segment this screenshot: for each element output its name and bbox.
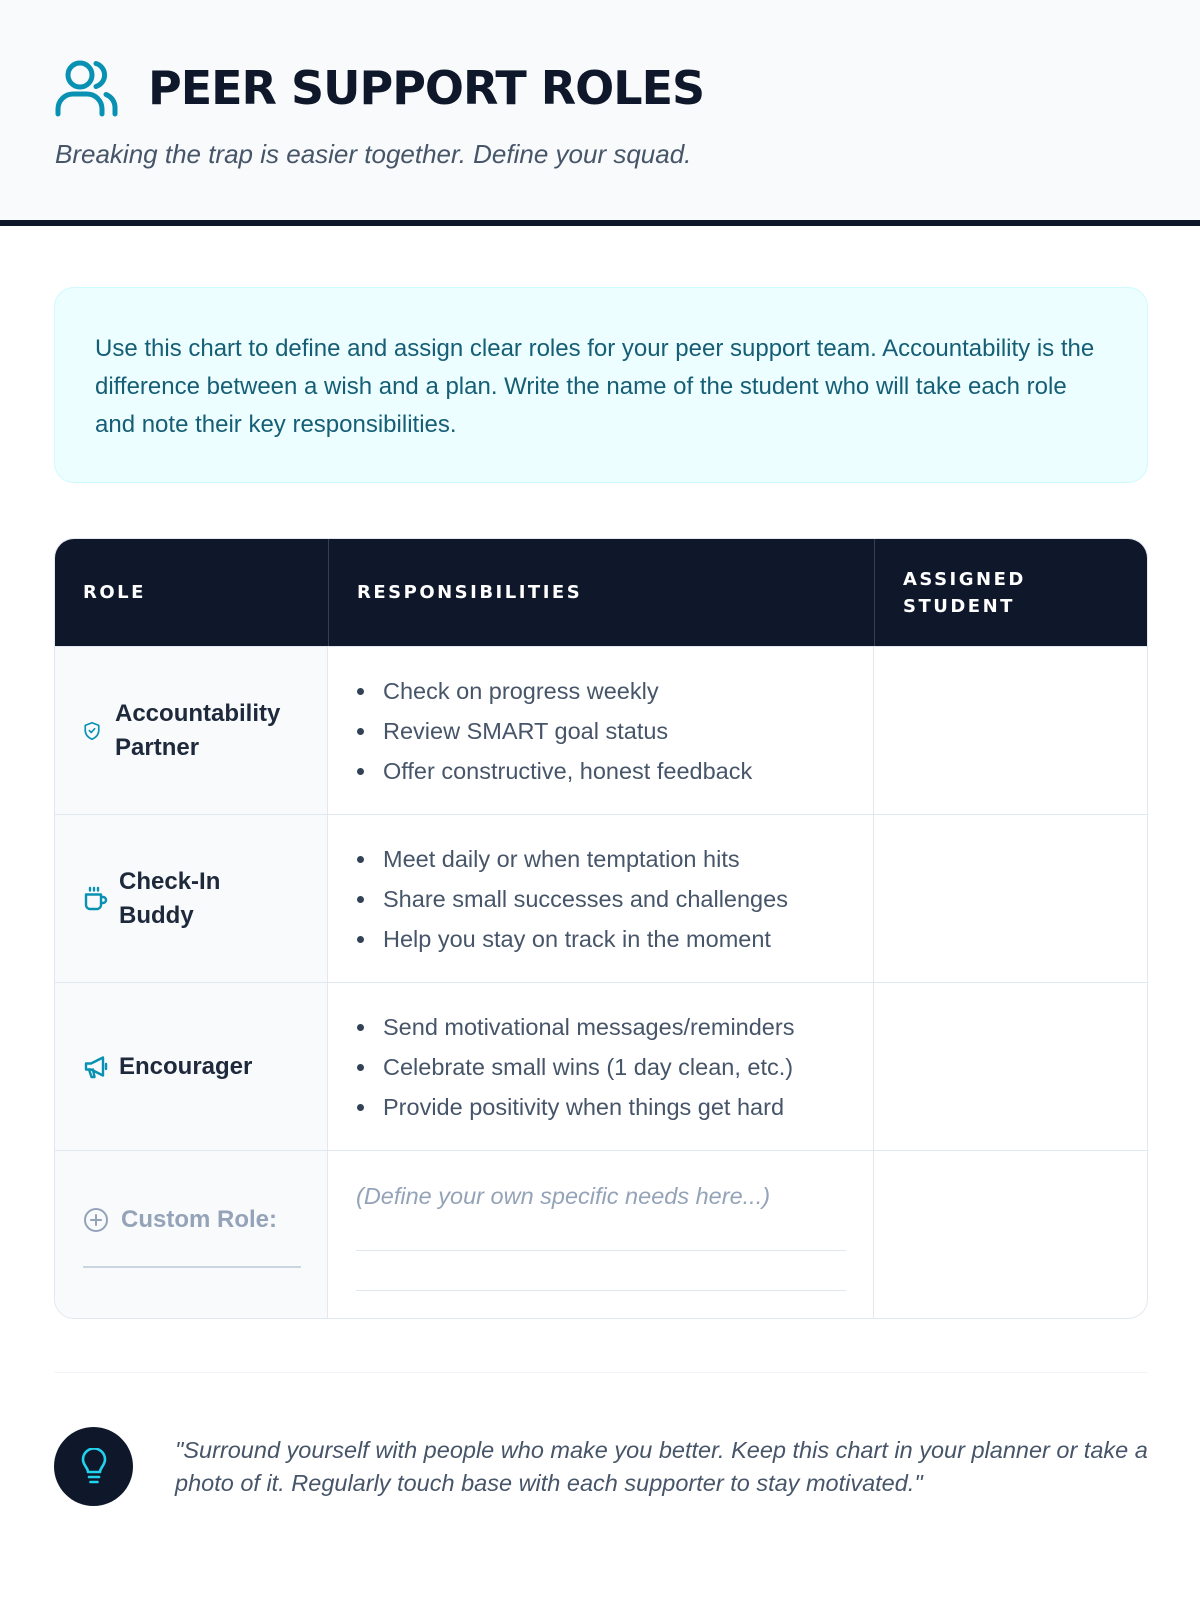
custom-role-cell: [55, 1151, 328, 1318]
column-header-responsibilities: RESPONSIBILITIES: [328, 539, 874, 646]
responsibility-item: Check on progress weekly: [356, 671, 752, 711]
tip-quote: "Surround yourself with people who make you better. Keep this chart in your planner or take a photo of it. Regularly touch base with each supporter to stay motivated.": [175, 1437, 1148, 1496]
responsibility-item: Send motivational messages/reminders: [356, 1007, 794, 1047]
megaphone-icon: [83, 1053, 111, 1081]
shield-check-icon: [83, 717, 111, 745]
column-header-role: ROLE: [83, 582, 146, 603]
role-cell: [55, 983, 328, 1150]
responsibility-item: Meet daily or when temptation hits: [356, 839, 788, 879]
responsibility-item: Help you stay on track in the moment: [356, 919, 788, 959]
page-subtitle: Breaking the trap is easier together. Define your squad.: [55, 139, 692, 169]
responsibility-item: Review SMART goal status: [356, 711, 752, 751]
custom-role-write-line: [83, 1266, 301, 1268]
roles-table: [54, 538, 1148, 1319]
responsibilities-cell: [328, 983, 874, 1150]
assigned-student-cell[interactable]: [874, 647, 1148, 814]
assigned-student-cell[interactable]: [874, 815, 1148, 982]
column-header-assigned-student: [874, 539, 1148, 646]
section-divider: [54, 1372, 1148, 1373]
table-row: [55, 982, 1147, 1150]
users-icon: [54, 58, 118, 118]
tip-badge: [54, 1427, 133, 1506]
role-label: Check-In Buddy: [119, 867, 221, 929]
table-row-custom: [55, 1150, 1147, 1318]
role-label: Encourager: [119, 1052, 253, 1080]
responsibility-item: Provide positivity when things get hard: [356, 1087, 794, 1127]
intro-callout: [54, 287, 1148, 483]
responsibilities-cell: [328, 815, 874, 982]
page-title: PEER SUPPORT ROLES: [148, 61, 705, 115]
table-header: [55, 539, 1147, 646]
table-row: [55, 814, 1147, 982]
role-cell: [55, 647, 328, 814]
assigned-student-cell[interactable]: [874, 1151, 1148, 1318]
table-row: [55, 646, 1147, 814]
custom-responsibilities-cell[interactable]: [328, 1151, 874, 1318]
custom-role-field[interactable]: [83, 1151, 301, 1318]
role-cell: [55, 815, 328, 982]
responsibilities-cell: [328, 647, 874, 814]
assigned-student-cell[interactable]: [874, 983, 1148, 1150]
responsibility-item: Share small successes and challenges: [356, 879, 788, 919]
responsibility-item: Celebrate small wins (1 day clean, etc.): [356, 1047, 794, 1087]
responsibility-item: Offer constructive, honest feedback: [356, 751, 752, 791]
write-line: [356, 1290, 846, 1291]
custom-role-label: Custom Role:: [121, 1206, 277, 1233]
write-line: [356, 1250, 846, 1251]
column-header-assigned-student-label: ASSIGNED STUDENT: [903, 568, 1026, 617]
page-header: [0, 0, 1200, 226]
custom-responsibilities-placeholder: (Define your own specific needs here...): [356, 1183, 771, 1209]
lightbulb-icon: [79, 1448, 109, 1486]
role-label: Accountability Partner: [115, 699, 281, 761]
intro-text: Use this chart to define and assign clear roles for your peer support team. Accountability is the difference between a wish and a plan. Write the name of the student who will take each role and note their key responsibilities.: [95, 335, 1095, 438]
plus-circle-icon: [83, 1206, 111, 1234]
coffee-cup-icon: [83, 885, 111, 913]
